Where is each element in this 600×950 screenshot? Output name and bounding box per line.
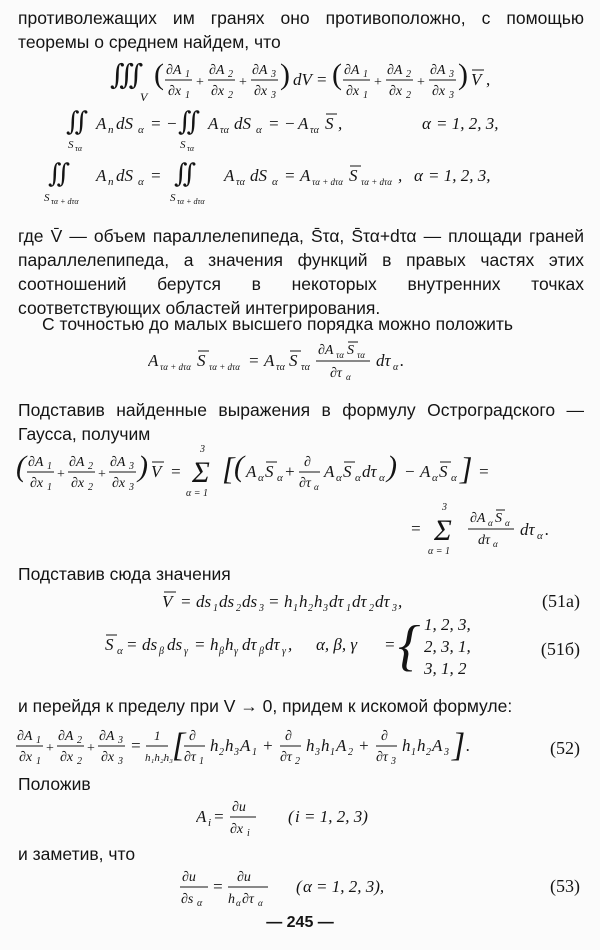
svg-text:α: α [379, 472, 385, 484]
svg-text:∂τ: ∂τ [376, 750, 388, 765]
svg-text:i: i [208, 817, 212, 829]
svg-text:2: 2 [88, 461, 93, 472]
paragraph-parallelepiped: где V̄ — объем параллелепипеда, S̄τα, S̄τα+dτα — площади граней параллелепипеда, а значения функций в правых частях этих соотношений берутся в некоторых внутренних точках соответствующих областей интегрирования. [18, 226, 584, 318]
svg-text:τα + dτα: τα + dτα [51, 197, 79, 206]
svg-text:{: { [398, 615, 421, 677]
svg-text:∂τ: ∂τ [242, 892, 254, 907]
svg-text:α: α [493, 539, 498, 549]
svg-text:+: + [98, 467, 106, 482]
svg-text:3: 3 [323, 603, 328, 614]
svg-text:α: α [393, 362, 399, 373]
svg-text:V: V [162, 592, 173, 611]
paragraph-substitute: Подставив сюда значения [18, 564, 231, 584]
svg-text:3: 3 [259, 603, 264, 614]
svg-text:=: = [410, 519, 422, 538]
svg-text:S: S [265, 462, 274, 481]
svg-text:=: = [248, 351, 260, 370]
svg-text:2: 2 [406, 90, 411, 101]
svg-text:∂u: ∂u [232, 800, 246, 815]
svg-text:+: + [46, 741, 54, 756]
svg-text:α: α [117, 645, 123, 657]
svg-text:1: 1 [47, 461, 52, 472]
svg-text:1: 1 [199, 756, 204, 767]
svg-text:= 1, 2, 3,: = 1, 2, 3, [428, 166, 491, 185]
svg-text:A: A [298, 114, 309, 133]
svg-text:V: V [140, 90, 148, 104]
svg-text:∂: ∂ [381, 729, 388, 744]
svg-text:dτ: dτ [376, 351, 391, 370]
svg-text:α: α [138, 124, 144, 136]
svg-text:dτ: dτ [520, 520, 535, 539]
svg-text:(: ( [288, 807, 294, 826]
svg-text:Σ: Σ [192, 456, 210, 489]
svg-text:∂A: ∂A [99, 729, 115, 744]
svg-text:α = 1: α = 1 [428, 546, 450, 556]
svg-text:A: A [324, 462, 335, 481]
svg-text:α: α [272, 176, 278, 188]
svg-text:τα + dτα: τα + dτα [209, 362, 240, 372]
svg-text:3: 3 [442, 502, 447, 513]
equation-divergence [16, 718, 516, 772]
page-number: — 245 — [266, 914, 334, 931]
svg-text:): ) [280, 58, 290, 91]
equation-number-51b: (51б) [540, 639, 580, 659]
svg-text:=: = [170, 462, 182, 481]
svg-text:1: 1 [346, 603, 351, 614]
equation-directional-derivative [180, 864, 440, 912]
svg-text:τα: τα [75, 144, 83, 153]
svg-text:A: A [224, 166, 235, 185]
svg-text:+: + [196, 75, 204, 90]
svg-text:∂A: ∂A [209, 63, 225, 78]
svg-text:= 1, 2, 3): = 1, 2, 3) [304, 807, 368, 826]
svg-text:2: 2 [77, 756, 82, 767]
svg-text:∂A: ∂A [28, 455, 44, 470]
svg-text:+: + [57, 467, 65, 482]
svg-text:S: S [289, 351, 298, 370]
svg-text:α: α [197, 898, 203, 909]
svg-text:=: = [478, 462, 490, 481]
svg-text:=: = [213, 807, 225, 826]
svg-text:dS: dS [250, 166, 267, 185]
equation-surface-integral-2 [44, 156, 584, 208]
svg-text:α: α [258, 898, 263, 908]
svg-text:= 1, 2, 3,: = 1, 2, 3, [436, 114, 499, 133]
svg-text:∂τ: ∂τ [184, 750, 196, 765]
svg-text:[: [ [222, 450, 235, 486]
svg-text:∂x: ∂x [112, 476, 126, 491]
svg-text:3: 3 [392, 603, 397, 614]
svg-text:β: β [219, 646, 224, 657]
svg-text:,: , [288, 635, 293, 654]
svg-text:A: A [300, 166, 311, 185]
svg-text:α: α [258, 472, 264, 484]
svg-text:=: = [284, 166, 296, 185]
svg-text:∂A: ∂A [318, 343, 334, 358]
svg-text:2: 2 [228, 90, 233, 101]
svg-text:τα: τα [301, 362, 310, 373]
svg-text:2: 2 [236, 603, 241, 614]
svg-text:α: α [414, 166, 423, 185]
svg-text:α: α [277, 472, 283, 484]
svg-text:2: 2 [369, 603, 374, 614]
svg-text:dS: dS [116, 166, 133, 185]
svg-text:∂τ: ∂τ [330, 366, 342, 381]
svg-text:=: = [150, 166, 162, 185]
svg-text:,: , [486, 70, 491, 89]
svg-text:): ) [387, 450, 397, 483]
svg-text:ds: ds [196, 592, 212, 611]
svg-text:h: h [402, 736, 411, 755]
svg-text:h: h [284, 592, 293, 611]
svg-text:S: S [44, 192, 50, 204]
svg-text:A: A [420, 462, 431, 481]
svg-text:2: 2 [308, 603, 313, 614]
svg-text:α: α [432, 472, 438, 484]
svg-text:∂A: ∂A [58, 729, 74, 744]
svg-text:α: α [346, 372, 351, 382]
svg-text:γ: γ [282, 646, 286, 657]
svg-text:dS: dS [116, 114, 133, 133]
svg-text:∬: ∬ [66, 107, 89, 136]
svg-text:n: n [108, 176, 114, 188]
svg-text:dV: dV [293, 70, 312, 89]
svg-text:1: 1 [36, 735, 41, 746]
svg-text:=: = [317, 70, 327, 89]
svg-text:S: S [347, 343, 354, 358]
svg-text:τα: τα [220, 125, 229, 136]
svg-text:3: 3 [315, 747, 320, 758]
svg-text:3: 3 [234, 747, 239, 758]
svg-text:−: − [166, 114, 178, 133]
svg-text:(: ( [332, 58, 342, 91]
svg-text:A: A [196, 807, 207, 826]
svg-text:2: 2 [348, 747, 353, 758]
svg-text:∂u: ∂u [182, 870, 196, 885]
svg-text:∂A: ∂A [17, 729, 33, 744]
svg-text:S: S [325, 114, 334, 133]
svg-text:ds: ds [242, 592, 258, 611]
svg-text:V: V [471, 70, 482, 89]
svg-text:∂A: ∂A [252, 63, 268, 78]
equation-triple-integral [110, 52, 500, 106]
svg-text:): ) [138, 450, 148, 483]
svg-text:S: S [439, 462, 448, 481]
svg-text:α: α [451, 472, 457, 484]
svg-text:h: h [225, 736, 234, 755]
svg-text:=: = [180, 592, 192, 611]
svg-text:∂x: ∂x [168, 84, 182, 99]
svg-text:h: h [210, 635, 219, 654]
svg-text:]: ] [452, 727, 466, 764]
svg-text:A: A [246, 462, 257, 481]
svg-text:1: 1 [411, 747, 416, 758]
svg-text:+: + [358, 736, 370, 755]
svg-text:∂τ: ∂τ [299, 476, 311, 491]
svg-text:∂x: ∂x [101, 750, 115, 765]
svg-text:1: 1 [213, 603, 218, 614]
svg-text:τα + dτα: τα + dτα [312, 177, 343, 187]
svg-text:∂x: ∂x [230, 822, 244, 837]
svg-text:1: 1 [252, 747, 257, 758]
svg-text:3: 3 [129, 461, 134, 472]
svg-text:∬: ∬ [174, 159, 197, 188]
svg-text:α, β, γ: α, β, γ [316, 635, 358, 654]
svg-text:dτ: dτ [375, 592, 390, 611]
svg-text:n: n [108, 124, 114, 136]
svg-text:3: 3 [118, 756, 123, 767]
svg-text:τα + dτα: τα + dτα [361, 177, 392, 187]
svg-text:.: . [400, 351, 405, 370]
svg-text:A: A [264, 351, 275, 370]
paragraph-ostrogradsky: Подставив найденные выражения в формулу Остроградского — Гаусса, получим [18, 400, 584, 444]
svg-text:=: = [150, 114, 162, 133]
svg-text:1: 1 [185, 90, 190, 101]
svg-text:τα + dτα: τα + dτα [177, 197, 205, 206]
svg-text:h: h [314, 592, 323, 611]
svg-text:,: , [398, 592, 403, 611]
paragraph-setting: Положив [18, 774, 91, 794]
svg-text:2: 2 [295, 756, 300, 767]
svg-text:S: S [105, 635, 114, 654]
svg-text:3: 3 [444, 747, 449, 758]
svg-text:∂: ∂ [285, 729, 292, 744]
svg-text:3: 3 [129, 482, 134, 493]
equation-number-53: (53) [550, 876, 580, 896]
svg-text:ds: ds [167, 635, 183, 654]
svg-text:h₁h₂h₃: h₁h₂h₃ [145, 752, 173, 764]
svg-text:S: S [343, 462, 352, 481]
svg-text:1: 1 [36, 756, 41, 767]
svg-text:2: 2 [426, 747, 431, 758]
svg-text:β: β [259, 646, 264, 657]
svg-text:2, 3, 1,: 2, 3, 1, [424, 637, 471, 656]
svg-text:1: 1 [47, 482, 52, 493]
svg-text:dτ: dτ [352, 592, 367, 611]
svg-text:τα: τα [310, 125, 319, 136]
svg-text:A: A [336, 736, 347, 755]
equation-number-52: (52) [550, 738, 580, 758]
svg-text:,: , [338, 114, 343, 133]
svg-text:β: β [159, 646, 164, 657]
svg-text:h: h [417, 736, 426, 755]
svg-text:∂x: ∂x [346, 84, 360, 99]
svg-text:∂x: ∂x [389, 84, 403, 99]
svg-text:dτ: dτ [265, 635, 280, 654]
svg-text:Σ: Σ [434, 514, 452, 547]
equation-surface-integral-1 [66, 104, 566, 154]
svg-text:∂A: ∂A [470, 511, 486, 526]
svg-text:=: = [268, 592, 280, 611]
svg-text:∂x: ∂x [254, 84, 268, 99]
svg-text:=: = [384, 635, 396, 654]
svg-text:∂x: ∂x [19, 750, 33, 765]
svg-text:∂x: ∂x [71, 476, 85, 491]
svg-text:∂A: ∂A [166, 63, 182, 78]
svg-text:=: = [212, 877, 224, 896]
svg-text:h: h [306, 736, 315, 755]
svg-text:τα: τα [236, 177, 245, 188]
svg-text:2: 2 [219, 747, 224, 758]
equation-sum-1 [16, 442, 576, 498]
svg-text:τα: τα [187, 144, 195, 153]
svg-text:∂A: ∂A [387, 63, 403, 78]
svg-text:h: h [321, 736, 330, 755]
svg-text:+: + [374, 75, 382, 90]
svg-text:h: h [228, 892, 235, 907]
svg-text:∂: ∂ [189, 729, 196, 744]
svg-text:=: = [268, 114, 280, 133]
svg-text:+: + [239, 75, 247, 90]
svg-text:= 1, 2, 3),: = 1, 2, 3), [316, 877, 385, 896]
svg-text:α: α [505, 518, 510, 528]
paragraph-limit: и перейдя к пределу при V → 0, придем к искомой формуле: [18, 696, 513, 716]
svg-text:dτ: dτ [478, 533, 491, 548]
svg-text:τα: τα [357, 350, 365, 360]
svg-text:α: α [236, 898, 241, 908]
svg-text:∂A: ∂A [430, 63, 446, 78]
svg-text:∬: ∬ [48, 159, 71, 188]
svg-text:3: 3 [271, 90, 276, 101]
svg-text:S: S [180, 139, 186, 151]
svg-text:α = 1: α = 1 [186, 488, 208, 498]
equation-number-51a: (51а) [542, 591, 580, 611]
svg-text:ds: ds [142, 635, 158, 654]
svg-text:.: . [545, 520, 550, 539]
svg-text:1: 1 [293, 603, 298, 614]
svg-text:dτ: dτ [362, 462, 377, 481]
svg-text:∂s: ∂s [181, 892, 194, 907]
svg-text:1, 2, 3,: 1, 2, 3, [424, 615, 471, 634]
svg-text:2: 2 [406, 69, 411, 80]
svg-text:S: S [170, 192, 176, 204]
svg-text:1: 1 [154, 728, 161, 743]
svg-text:∂A: ∂A [69, 455, 85, 470]
svg-text:1: 1 [330, 747, 335, 758]
svg-text:+: + [262, 736, 274, 755]
svg-text:): ) [458, 58, 468, 91]
svg-text:(: ( [234, 450, 244, 483]
svg-text:α: α [355, 472, 361, 484]
svg-text:γ: γ [184, 646, 188, 657]
svg-text:+: + [87, 741, 95, 756]
svg-text:∂x: ∂x [211, 84, 225, 99]
svg-text:[: [ [172, 727, 186, 764]
equation-approximation [148, 336, 468, 386]
svg-text:i: i [247, 828, 250, 839]
svg-text:∭: ∭ [110, 60, 144, 91]
svg-text:∂x: ∂x [30, 476, 44, 491]
svg-text:A: A [432, 736, 443, 755]
svg-text:α: α [336, 472, 342, 484]
svg-text:A: A [96, 114, 107, 133]
svg-text:A: A [240, 736, 251, 755]
svg-text:3: 3 [271, 69, 276, 80]
svg-text:1: 1 [363, 69, 368, 80]
svg-text:3: 3 [391, 756, 396, 767]
svg-text:V: V [151, 462, 162, 481]
equation-sum-2 [410, 500, 580, 556]
svg-text:3, 1, 2: 3, 1, 2 [424, 659, 467, 678]
svg-text:1: 1 [185, 69, 190, 80]
svg-text:h: h [225, 635, 234, 654]
paragraph-precision: С точностью до малых высшего порядка можно положить [42, 314, 513, 334]
svg-text:A: A [148, 351, 159, 370]
svg-text:2: 2 [88, 482, 93, 493]
svg-text:1: 1 [363, 90, 368, 101]
svg-text:∂A: ∂A [344, 63, 360, 78]
svg-text:−: − [284, 114, 296, 133]
svg-text:3: 3 [449, 69, 454, 80]
svg-text:τα: τα [336, 350, 344, 360]
svg-text:α: α [537, 530, 543, 542]
svg-text:3: 3 [118, 735, 123, 746]
svg-text:∂A: ∂A [110, 455, 126, 470]
svg-text:dS: dS [234, 114, 251, 133]
svg-text:(: ( [16, 450, 26, 483]
svg-text:3: 3 [200, 444, 205, 455]
svg-text:A: A [208, 114, 219, 133]
svg-text:2: 2 [77, 735, 82, 746]
svg-text:α: α [488, 518, 493, 528]
svg-text:τα + dτα: τα + dτα [160, 362, 191, 372]
svg-text:ds: ds [219, 592, 235, 611]
svg-text:=: = [126, 635, 138, 654]
svg-text:,: , [398, 166, 403, 185]
svg-text:h: h [299, 592, 308, 611]
svg-text:A: A [96, 166, 107, 185]
svg-text:i: i [295, 807, 300, 826]
svg-text:γ: γ [234, 646, 238, 657]
svg-text:∂x: ∂x [432, 84, 446, 99]
paragraph-noting: и заметив, что [18, 844, 136, 864]
svg-text:∂: ∂ [304, 455, 311, 470]
svg-text:S: S [197, 351, 206, 370]
svg-text:α: α [422, 114, 431, 133]
svg-text:2: 2 [228, 69, 233, 80]
svg-text:(: ( [296, 877, 302, 896]
svg-text:]: ] [460, 450, 473, 486]
svg-text:α: α [314, 482, 319, 492]
equation-gradient-components [196, 794, 416, 842]
svg-text:∂u: ∂u [237, 870, 251, 885]
svg-text:.: . [466, 736, 471, 755]
svg-text:τα: τα [276, 362, 285, 373]
svg-text:∬: ∬ [178, 107, 201, 136]
equation-area [104, 612, 504, 682]
svg-text:α: α [256, 124, 262, 136]
paragraph-mean-value: противолежащих им гранях оно противоположно, с помощью теоремы о среднем найдем, что [18, 8, 584, 52]
svg-text:=: = [194, 635, 206, 654]
svg-text:S: S [495, 511, 502, 526]
svg-text:dτ: dτ [242, 635, 257, 654]
svg-text:+: + [284, 462, 296, 481]
svg-text:3: 3 [449, 90, 454, 101]
svg-text:∂τ: ∂τ [280, 750, 292, 765]
svg-text:∂x: ∂x [60, 750, 74, 765]
svg-text:+: + [417, 75, 425, 90]
svg-text:α: α [138, 176, 144, 188]
svg-text:S: S [68, 139, 74, 151]
svg-text:h: h [210, 736, 219, 755]
svg-text:α: α [303, 877, 312, 896]
svg-text:dτ: dτ [329, 592, 344, 611]
svg-text:=: = [130, 736, 142, 755]
svg-text:(: ( [154, 58, 164, 91]
svg-text:−: − [404, 462, 416, 481]
svg-text:S: S [349, 166, 358, 185]
